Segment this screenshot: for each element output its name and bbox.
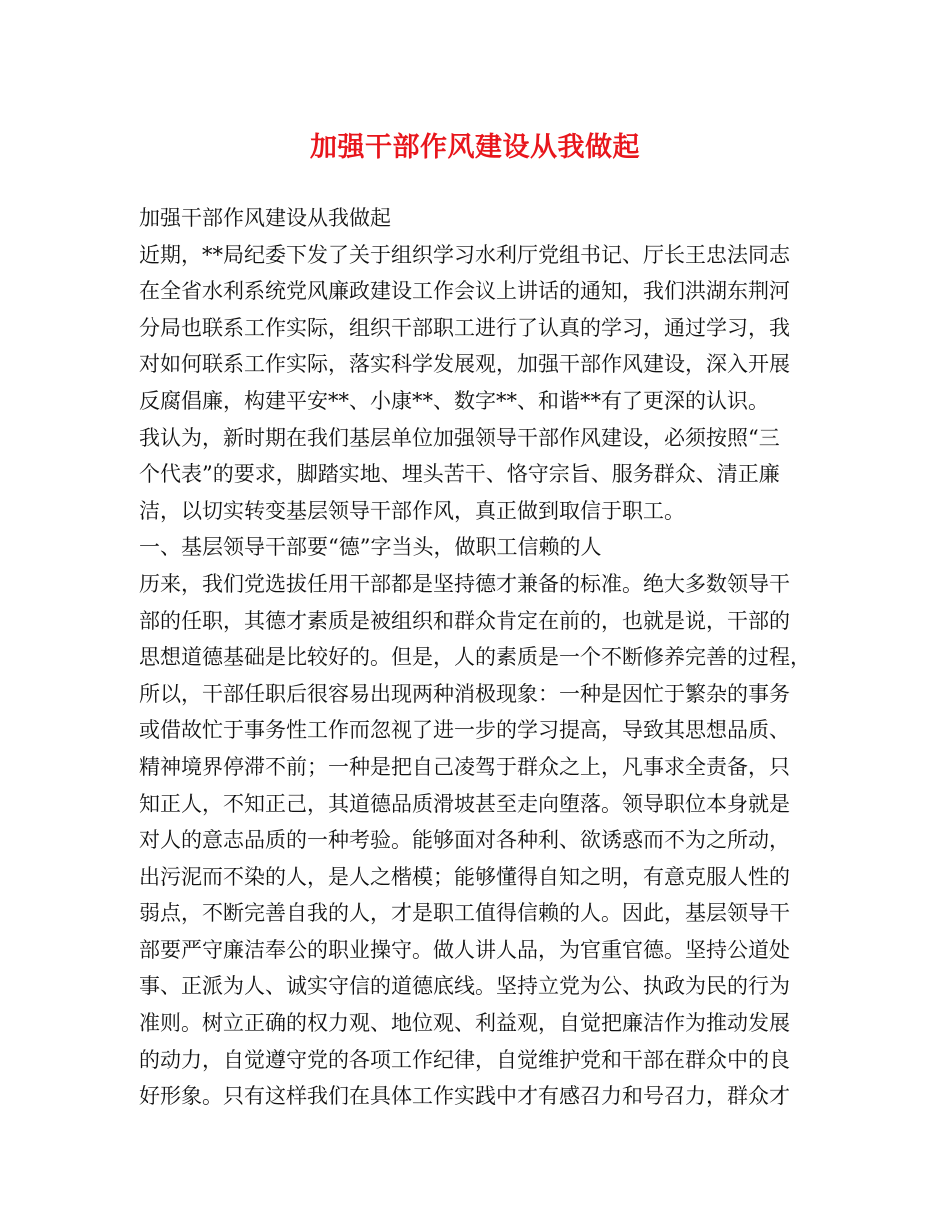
body-line: 准则。树立正确的权力观、地位观、利益观，自觉把廉洁作为推动发展 — [139, 1011, 790, 1036]
body-line: 对如何联系工作实际，落实科学发展观，加强干部作风建设，深入开展 — [139, 352, 790, 377]
body-line: 历来，我们党选拔任用干部都是坚持德才兼备的标准。绝大多数领导干 — [139, 571, 790, 596]
section-heading: 一、基层领导干部要“德”字当头，做职工信赖的人 — [139, 535, 602, 560]
document-body — [139, 200, 829, 1115]
body-line: 或借故忙于事务性工作而忽视了进一步的学习提高，导致其思想品质、 — [139, 718, 790, 743]
body-line: 部要严守廉洁奉公的职业操守。做人讲人品，为官重官德。坚持公道处 — [139, 937, 790, 962]
body-line: 弱点，不断完善自我的人，才是职工值得信赖的人。因此，基层领导干 — [139, 901, 790, 926]
body-line: 所以，干部任职后很容易出现两种消极现象：一种是因忙于繁杂的事务 — [139, 681, 790, 706]
body-line: 对人的意志品质的一种考验。能够面对各种利、欲诱惑而不为之所动， — [139, 828, 790, 853]
body-line: 洁，以切实转变基层领导干部作风，真正做到取信于职工。 — [139, 498, 685, 523]
body-line: 事、正派为人、诚实守信的道德底线。坚持立党为公、执政为民的行为 — [139, 974, 790, 999]
body-line: 反腐倡廉，构建平安**、小康**、数字**、和谐**有了更深的认识。 — [139, 388, 769, 413]
body-line: 知正人，不知正己，其道德品质滑坡甚至走向堕落。领导职位本身就是 — [139, 791, 790, 816]
body-line: 个代表”的要求，脚踏实地、埋头苦干、恪守宗旨、服务群众、清正廉 — [139, 462, 780, 487]
body-line: 加强干部作风建设从我做起 — [139, 206, 391, 230]
body-line: 分局也联系工作实际，组织干部职工进行了认真的学习，通过学习，我 — [139, 315, 790, 340]
body-line: 我认为，新时期在我们基层单位加强领导干部作风建设，必须按照“三 — [139, 425, 780, 450]
body-line: 思想道德基础是比较好的。但是，人的素质是一个不断修养完善的过程， — [139, 645, 811, 670]
body-line: 精神境界停滞不前；一种是把自己凌驾于群众之上，凡事求全责备，只 — [139, 754, 790, 779]
body-line: 部的任职，其德才素质是被组织和群众肯定在前的，也就是说，干部的 — [139, 608, 790, 633]
document-title: 加强干部作风建设从我做起 — [310, 132, 640, 163]
body-line: 好形象。只有这样我们在具体工作实践中才有感召力和号召力，群众才 — [139, 1084, 790, 1109]
body-line: 出污泥而不染的人，是人之楷模；能够懂得自知之明，有意克服人性的 — [139, 864, 790, 889]
body-line: 的动力，自觉遵守党的各项工作纪律，自觉维护党和干部在群众中的良 — [139, 1047, 790, 1072]
body-line: 近期，**局纪委下发了关于组织学习水利厅党组书记、厅长王忠法同志 — [139, 242, 790, 267]
body-line: 在全省水利系统党风廉政建设工作会议上讲话的通知，我们洪湖东荆河 — [139, 279, 790, 304]
